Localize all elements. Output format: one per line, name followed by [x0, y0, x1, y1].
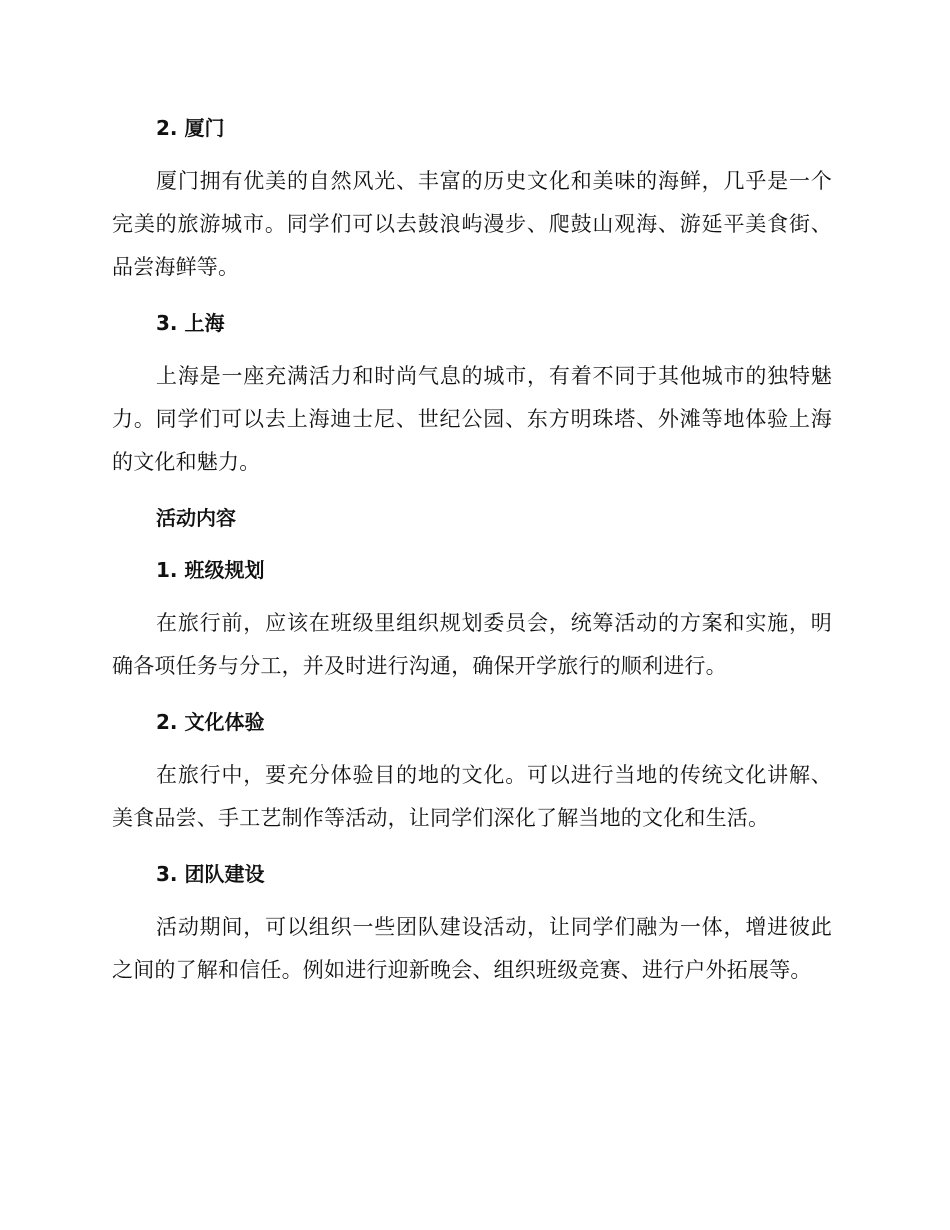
section-heading-xiamen: 2. 厦门 — [156, 116, 225, 140]
section-heading-activities: 活动内容 — [156, 506, 236, 530]
paragraph-class-planning: 在旅行前，应该在班级里组织规划委员会，统筹活动的方案和实施，明确各项任务与分工，并及时进行沟通，确保开学旅行的顺利进行。 — [112, 611, 832, 678]
section-heading-class-planning: 1. 班级规划 — [156, 558, 265, 582]
section-heading-team-building: 3. 团队建设 — [156, 862, 265, 886]
paragraph-culture-experience: 在旅行中，要充分体验目的地的文化。可以进行当地的传统文化讲解、美食品尝、手工艺制作等活动，让同学们深化了解当地的文化和生活。 — [112, 763, 832, 830]
document-body — [112, 108, 832, 1006]
paragraph-xiamen: 厦门拥有优美的自然风光、丰富的历史文化和美味的海鲜，几乎是一个完美的旅游城市。同学们可以去鼓浪屿漫步、爬鼓山观海、游延平美食街、品尝海鲜等。 — [112, 169, 832, 279]
section-heading-culture-experience: 2. 文化体验 — [156, 710, 265, 734]
paragraph-team-building: 活动期间，可以组织一些团队建设活动，让同学们融为一体，增进彼此之间的了解和信任。例如进行迎新晚会、组织班级竞赛、进行户外拓展等。 — [112, 915, 832, 982]
paragraph-shanghai: 上海是一座充满活力和时尚气息的城市，有着不同于其他城市的独特魅力。同学们可以去上海迪士尼、世纪公园、东方明珠塔、外滩等地体验上海的文化和魅力。 — [112, 364, 832, 474]
section-heading-shanghai: 3. 上海 — [156, 311, 225, 335]
